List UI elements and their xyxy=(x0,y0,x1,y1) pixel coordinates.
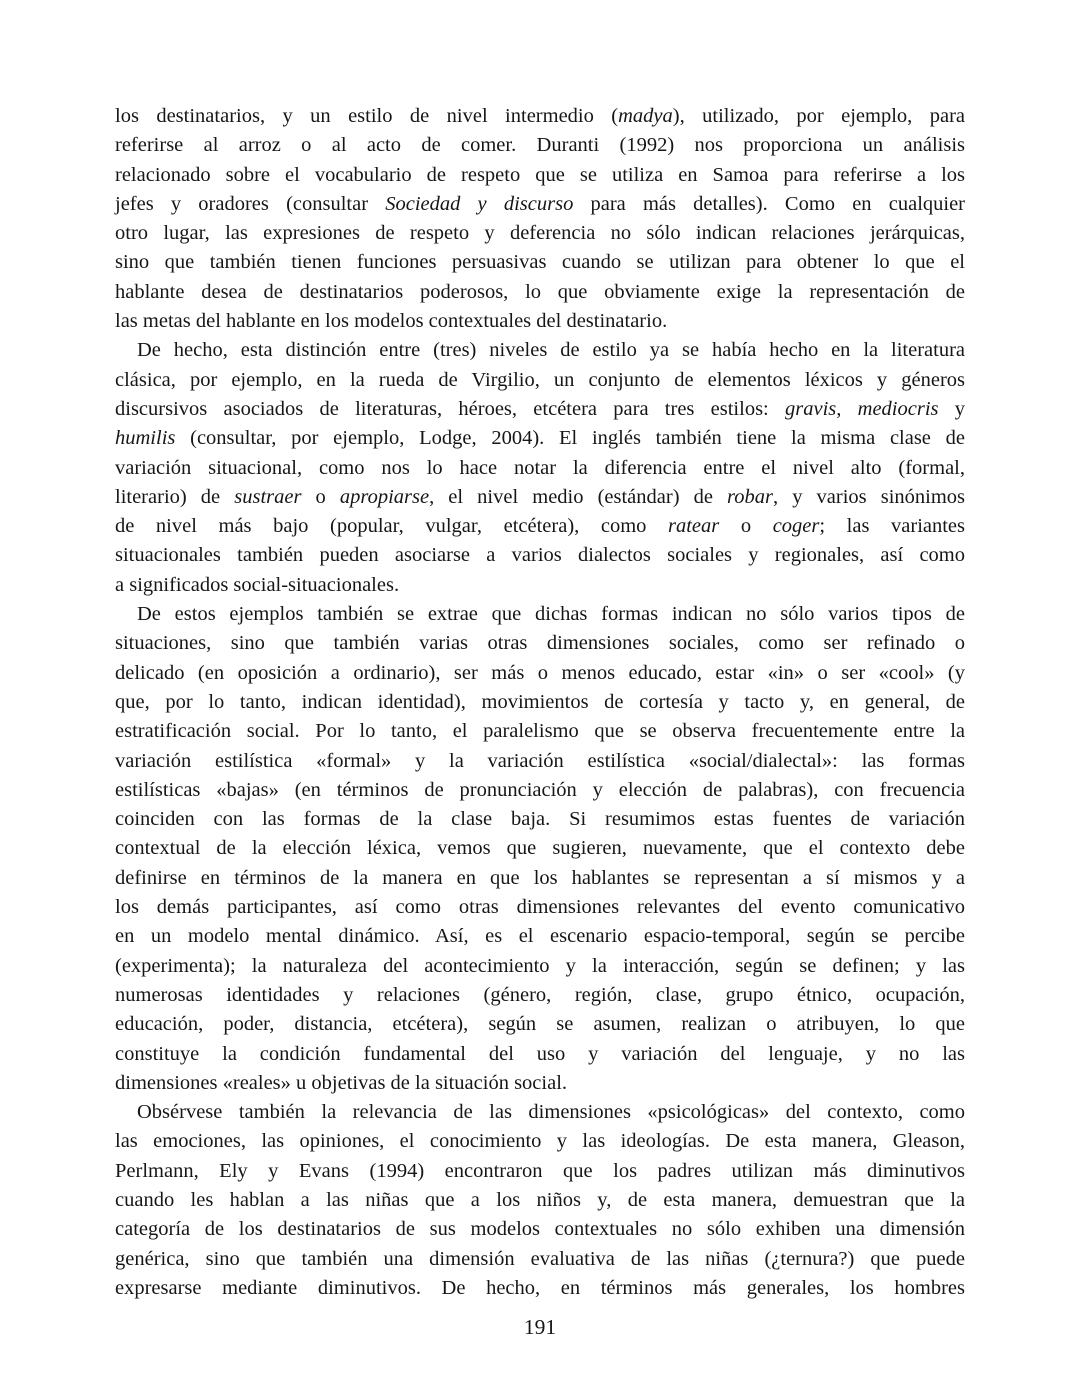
text-line xyxy=(115,219,965,248)
text-segment: o xyxy=(719,515,773,538)
text-line xyxy=(115,454,965,483)
text-segment: (experimenta); la naturaleza del acontecimiento y la interacción, según se definen; y las xyxy=(115,954,965,977)
text-segment: variación situacional, como nos lo hace notar la diferencia entre el nivel alto (formal, xyxy=(115,456,965,479)
text-segment: (consultar, por ejemplo, Lodge, 2004). El inglés también tiene la misma clase de xyxy=(175,427,965,450)
paragraph xyxy=(115,1098,965,1303)
text-block xyxy=(115,102,965,1303)
text-line xyxy=(115,307,965,336)
text-segment: para más detalles). Como en cualquier xyxy=(573,192,966,215)
text-line xyxy=(115,161,965,190)
text-line xyxy=(115,1040,965,1069)
text-line xyxy=(115,688,965,717)
text-line xyxy=(115,747,965,776)
text-line xyxy=(115,981,965,1010)
text-segment: jefes y oradores (consultar xyxy=(115,192,386,215)
italic-text-segment: humilis xyxy=(115,427,176,450)
text-segment: las emociones, las opiniones, el conocimiento y las ideologías. De esta manera, Gleason, xyxy=(115,1130,965,1153)
text-segment: coinciden con las formas de la clase baja. Si resumimos estas fuentes de variación xyxy=(115,808,965,831)
text-segment: De hecho, esta distinción entre (tres) niveles de estilo ya se había hecho en la literatura xyxy=(137,339,965,362)
text-segment: o xyxy=(301,485,340,508)
paragraph xyxy=(115,102,965,336)
text-segment: contextual de la elección léxica, vemos que sugieren, nuevamente, que el contexto debe xyxy=(115,837,965,860)
italic-text-segment: robar xyxy=(727,485,773,508)
text-segment: estratificación social. Por lo tanto, el paralelismo que se observa frecuentemente entre la xyxy=(115,720,965,743)
italic-text-segment: coger xyxy=(772,515,820,538)
text-segment: ), utilizado, por ejemplo, para xyxy=(672,105,965,127)
text-segment: de nivel más bajo (popular, vulgar, etcétera), como xyxy=(115,515,668,538)
text-segment: Perlmann, Ely y Evans (1994) encontraron que los padres utilizan más diminutivos xyxy=(115,1159,965,1182)
text-segment: los demás participantes, así como otras dimensiones relevantes del evento comunicativo xyxy=(115,896,965,919)
text-segment: otro lugar, las expresiones de respeto y deferencia no sólo indican relaciones jerárquicas, xyxy=(115,222,965,245)
text-segment: clásica, por ejemplo, en la rueda de Virgilio, un conjunto de elementos léxicos y géneros xyxy=(115,368,965,391)
text-line xyxy=(115,1186,965,1215)
text-segment: Obsérvese también la relevancia de las dimensiones «psicológicas» del contexto, como xyxy=(137,1101,965,1124)
text-line xyxy=(115,366,965,395)
text-segment: en un modelo mental dinámico. Así, es el escenario espacio-temporal, según se percibe xyxy=(115,925,965,948)
text-segment: delicado (en oposición a ordinario), ser más o menos educado, estar «in» o ser «cool» (y xyxy=(115,661,965,684)
italic-text-segment: madya xyxy=(618,105,673,127)
text-line xyxy=(115,278,965,307)
text-segment: De estos ejemplos también se extrae que dichas formas indican no sólo varios tipos de xyxy=(137,603,965,626)
text-segment: cuando les hablan a las niñas que a los niños y, de esta manera, demuestran que la xyxy=(115,1188,965,1211)
text-line xyxy=(115,1157,965,1186)
italic-text-segment: Sociedad y discurso xyxy=(385,192,574,215)
text-line xyxy=(115,834,965,863)
text-line xyxy=(115,1274,965,1303)
italic-text-segment: gravis xyxy=(785,397,837,420)
italic-text-segment: apropiarse xyxy=(339,485,430,508)
text-line xyxy=(115,131,965,160)
italic-text-segment: sustraer xyxy=(234,485,302,508)
text-segment: situaciones, sino que también varias otras dimensiones sociales, como ser refinado o xyxy=(115,632,965,655)
text-segment: discursivos asociados de literaturas, héroes, etcétera para tres estilos: xyxy=(115,397,785,420)
paragraph xyxy=(115,336,965,600)
text-line xyxy=(115,952,965,981)
text-line xyxy=(115,102,965,131)
text-segment: los destinatarios, y un estilo de nivel intermedio ( xyxy=(115,105,619,127)
text-line xyxy=(115,893,965,922)
text-segment: genérica, sino que también una dimensión evaluativa de las niñas (¿ternura?) que puede xyxy=(115,1247,965,1270)
text-line xyxy=(115,1245,965,1274)
text-segment: constituye la condición fundamental del uso y variación del lenguaje, y no las xyxy=(115,1042,965,1065)
text-segment: ; las variantes xyxy=(819,515,966,538)
text-segment: dimensiones «reales» u objetivas de la situación social. xyxy=(115,1071,568,1094)
text-line xyxy=(115,1069,965,1098)
text-line xyxy=(115,190,965,219)
text-line xyxy=(115,717,965,746)
text-segment: definirse en términos de la manera en que los hablantes se representan a sí mismos y a xyxy=(115,866,965,889)
text-segment: expresarse mediante diminutivos. De hecho, en términos más generales, los hombres xyxy=(115,1276,965,1299)
text-segment: categoría de los destinatarios de sus modelos contextuales no sólo exhiben una dimensión xyxy=(115,1218,965,1241)
text-line xyxy=(115,864,965,893)
text-line xyxy=(115,512,965,541)
text-segment: , y varios sinónimos xyxy=(773,485,966,508)
text-line xyxy=(115,1127,965,1156)
text-line xyxy=(115,424,965,453)
text-line xyxy=(115,776,965,805)
text-segment: literario) de xyxy=(115,485,235,508)
text-line xyxy=(115,571,965,600)
text-segment: y xyxy=(938,397,966,420)
text-line xyxy=(115,541,965,570)
text-segment: situacionales también pueden asociarse a varios dialectos sociales y regionales, así como xyxy=(115,544,965,567)
text-line xyxy=(115,248,965,277)
text-segment: variación estilística «formal» y la variación estilística «social/dialectal»: las formas xyxy=(115,749,965,772)
text-line xyxy=(115,629,965,658)
text-segment: educación, poder, distancia, etcétera), según se asumen, realizan o atribuyen, lo que xyxy=(115,1013,965,1036)
text-segment: estilísticas «bajas» (en términos de pronunciación y elección de palabras), con frecuencia xyxy=(115,778,965,801)
page-number: 191 xyxy=(523,1315,557,1339)
italic-text-segment: mediocris xyxy=(857,397,939,420)
text-segment: , xyxy=(836,397,858,420)
text-segment: que, por lo tanto, indican identidad), movimientos de cortesía y tacto y, en general, de xyxy=(115,690,965,713)
text-segment: sino que también tienen funciones persuasivas cuando se utilizan para obtener lo que el xyxy=(115,251,965,274)
text-line xyxy=(115,659,965,688)
text-line xyxy=(115,395,965,424)
text-segment: relacionado sobre el vocabulario de respeto que se utiliza en Samoa para referirse a los xyxy=(115,163,965,186)
text-line xyxy=(115,600,965,629)
paragraph xyxy=(115,600,965,1098)
text-line xyxy=(115,483,965,512)
text-line xyxy=(115,1010,965,1039)
text-segment: hablante desea de destinatarios poderosos, lo que obviamente exige la representación de xyxy=(115,280,965,303)
text-line xyxy=(115,805,965,834)
text-line xyxy=(115,1098,965,1127)
text-line xyxy=(115,1215,965,1244)
text-line xyxy=(115,922,965,951)
text-segment: las metas del hablante en los modelos contextuales del destinatario. xyxy=(115,310,668,333)
italic-text-segment: ratear xyxy=(668,515,720,538)
text-line xyxy=(115,336,965,365)
text-segment: a significados social-situacionales. xyxy=(115,573,400,596)
text-segment: , el nivel medio (estándar) de xyxy=(429,485,728,508)
text-segment: referirse al arroz o al acto de comer. Duranti (1992) nos proporciona un análisis xyxy=(115,134,965,157)
text-segment: numerosas identidades y relaciones (género, región, clase, grupo étnico, ocupación, xyxy=(115,983,965,1006)
